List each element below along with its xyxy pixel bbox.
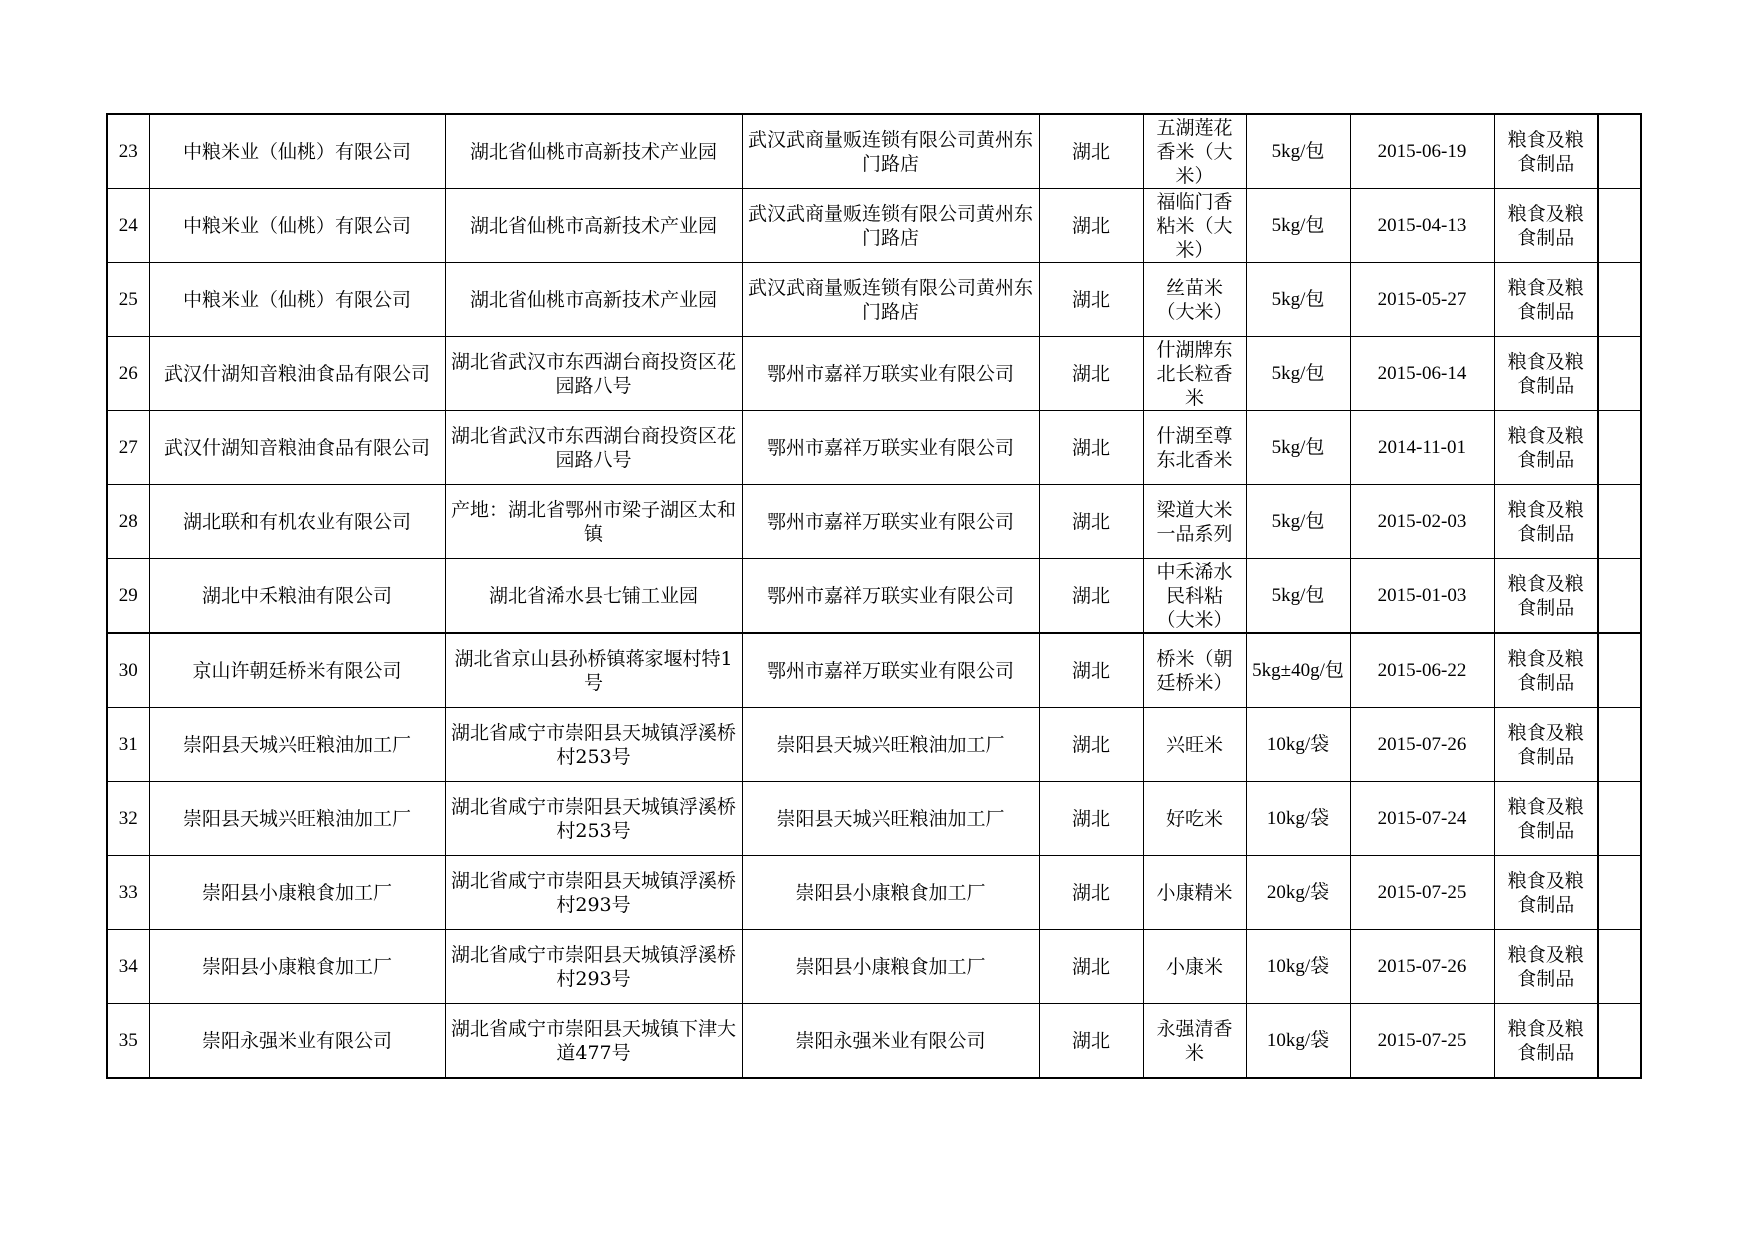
cell-province: 湖北 (1039, 930, 1143, 1004)
cell-production-date: 2014-11-01 (1350, 411, 1494, 485)
table-row (107, 856, 1641, 930)
cell-specification: 20kg/袋 (1246, 856, 1350, 930)
cell-producer: 湖北中禾粮油有限公司 (149, 559, 445, 634)
table-row (107, 559, 1641, 634)
cell-product-name: 梁道大米一品系列 (1143, 485, 1246, 559)
cell-production-date: 2015-07-25 (1350, 1004, 1494, 1079)
cell-food-category: 粮食及粮食制品 (1494, 337, 1598, 411)
cell-note (1598, 708, 1641, 782)
cell-production-date: 2015-07-26 (1350, 708, 1494, 782)
cell-producer-address: 湖北省咸宁市崇阳县天城镇浮溪桥村293号 (445, 856, 742, 930)
cell-producer: 崇阳县天城兴旺粮油加工厂 (149, 708, 445, 782)
cell-product-name: 兴旺米 (1143, 708, 1246, 782)
cell-province: 湖北 (1039, 337, 1143, 411)
cell-producer-address: 产地：湖北省鄂州市梁子湖区太和镇 (445, 485, 742, 559)
cell-specification: 5kg/包 (1246, 114, 1350, 189)
cell-specification: 10kg/袋 (1246, 1004, 1350, 1079)
cell-food-category: 粮食及粮食制品 (1494, 485, 1598, 559)
cell-producer: 武汉什湖知音粮油食品有限公司 (149, 411, 445, 485)
cell-row-number: 32 (107, 782, 149, 856)
cell-province: 湖北 (1039, 485, 1143, 559)
cell-specification: 5kg/包 (1246, 485, 1350, 559)
cell-province: 湖北 (1039, 114, 1143, 189)
cell-sampled-unit: 鄂州市嘉祥万联实业有限公司 (742, 485, 1039, 559)
cell-sampled-unit: 崇阳县小康粮食加工厂 (742, 930, 1039, 1004)
cell-producer-address: 湖北省武汉市东西湖台商投资区花园路八号 (445, 411, 742, 485)
cell-product-name: 桥米（朝廷桥米） (1143, 633, 1246, 708)
cell-food-category: 粮食及粮食制品 (1494, 114, 1598, 189)
cell-row-number: 28 (107, 485, 149, 559)
cell-product-name: 福临门香粘米（大米） (1143, 189, 1246, 263)
cell-food-category: 粮食及粮食制品 (1494, 411, 1598, 485)
cell-row-number: 25 (107, 263, 149, 337)
cell-province: 湖北 (1039, 263, 1143, 337)
cell-producer-address: 湖北省咸宁市崇阳县天城镇浮溪桥村293号 (445, 930, 742, 1004)
cell-note (1598, 485, 1641, 559)
cell-row-number: 26 (107, 337, 149, 411)
cell-sampled-unit: 鄂州市嘉祥万联实业有限公司 (742, 559, 1039, 634)
cell-province: 湖北 (1039, 633, 1143, 708)
cell-product-name: 什湖牌东北长粒香米 (1143, 337, 1246, 411)
cell-producer: 崇阳县小康粮食加工厂 (149, 856, 445, 930)
table-row (107, 485, 1641, 559)
cell-production-date: 2015-04-13 (1350, 189, 1494, 263)
cell-row-number: 35 (107, 1004, 149, 1079)
cell-product-name: 丝苗米（大米） (1143, 263, 1246, 337)
cell-specification: 10kg/袋 (1246, 708, 1350, 782)
cell-producer: 中粮米业（仙桃）有限公司 (149, 189, 445, 263)
cell-production-date: 2015-05-27 (1350, 263, 1494, 337)
cell-specification: 5kg/包 (1246, 263, 1350, 337)
cell-sampled-unit: 鄂州市嘉祥万联实业有限公司 (742, 411, 1039, 485)
cell-sampled-unit: 鄂州市嘉祥万联实业有限公司 (742, 633, 1039, 708)
table-row (107, 633, 1641, 708)
cell-producer-address: 湖北省京山县孙桥镇蒋家堰村特1号 (445, 633, 742, 708)
cell-food-category: 粮食及粮食制品 (1494, 559, 1598, 634)
cell-producer-address: 湖北省仙桃市高新技术产业园 (445, 114, 742, 189)
cell-note (1598, 337, 1641, 411)
table-row (107, 930, 1641, 1004)
table-row (107, 782, 1641, 856)
cell-note (1598, 856, 1641, 930)
cell-food-category: 粮食及粮食制品 (1494, 930, 1598, 1004)
table-row (107, 708, 1641, 782)
cell-producer-address: 湖北省仙桃市高新技术产业园 (445, 189, 742, 263)
cell-food-category: 粮食及粮食制品 (1494, 633, 1598, 708)
cell-specification: 5kg/包 (1246, 559, 1350, 634)
cell-food-category: 粮食及粮食制品 (1494, 189, 1598, 263)
cell-product-name: 五湖莲花香米（大米） (1143, 114, 1246, 189)
cell-producer-address: 湖北省浠水县七铺工业园 (445, 559, 742, 634)
cell-specification: 5kg±40g/包 (1246, 633, 1350, 708)
table-row (107, 1004, 1641, 1079)
cell-province: 湖北 (1039, 559, 1143, 634)
cell-producer: 中粮米业（仙桃）有限公司 (149, 263, 445, 337)
table-row (107, 411, 1641, 485)
cell-row-number: 30 (107, 633, 149, 708)
cell-province: 湖北 (1039, 782, 1143, 856)
cell-province: 湖北 (1039, 411, 1143, 485)
cell-note (1598, 782, 1641, 856)
cell-food-category: 粮食及粮食制品 (1494, 856, 1598, 930)
cell-producer-address: 湖北省咸宁市崇阳县天城镇浮溪桥村253号 (445, 782, 742, 856)
cell-food-category: 粮食及粮食制品 (1494, 782, 1598, 856)
cell-producer: 武汉什湖知音粮油食品有限公司 (149, 337, 445, 411)
cell-production-date: 2015-07-25 (1350, 856, 1494, 930)
cell-sampled-unit: 崇阳县天城兴旺粮油加工厂 (742, 782, 1039, 856)
cell-sampled-unit: 崇阳县天城兴旺粮油加工厂 (742, 708, 1039, 782)
cell-specification: 5kg/包 (1246, 189, 1350, 263)
cell-specification: 10kg/袋 (1246, 930, 1350, 1004)
table-row (107, 114, 1641, 189)
cell-province: 湖北 (1039, 708, 1143, 782)
results-table (106, 113, 1642, 1079)
cell-producer: 京山许朝廷桥米有限公司 (149, 633, 445, 708)
cell-sampled-unit: 崇阳县小康粮食加工厂 (742, 856, 1039, 930)
cell-food-category: 粮食及粮食制品 (1494, 1004, 1598, 1079)
cell-production-date: 2015-06-22 (1350, 633, 1494, 708)
cell-note (1598, 633, 1641, 708)
cell-note (1598, 1004, 1641, 1079)
cell-producer: 中粮米业（仙桃）有限公司 (149, 114, 445, 189)
cell-production-date: 2015-06-14 (1350, 337, 1494, 411)
cell-production-date: 2015-02-03 (1350, 485, 1494, 559)
cell-product-name: 小康米 (1143, 930, 1246, 1004)
cell-sampled-unit: 武汉武商量贩连锁有限公司黄州东门路店 (742, 189, 1039, 263)
cell-producer-address: 湖北省仙桃市高新技术产业园 (445, 263, 742, 337)
cell-province: 湖北 (1039, 856, 1143, 930)
cell-product-name: 中禾浠水民科粘（大米） (1143, 559, 1246, 634)
cell-note (1598, 189, 1641, 263)
cell-producer: 崇阳县小康粮食加工厂 (149, 930, 445, 1004)
cell-production-date: 2015-07-26 (1350, 930, 1494, 1004)
cell-row-number: 33 (107, 856, 149, 930)
cell-producer-address: 湖北省咸宁市崇阳县天城镇下津大道477号 (445, 1004, 742, 1079)
cell-specification: 5kg/包 (1246, 337, 1350, 411)
cell-producer: 湖北联和有机农业有限公司 (149, 485, 445, 559)
cell-producer-address: 湖北省武汉市东西湖台商投资区花园路八号 (445, 337, 742, 411)
cell-sampled-unit: 武汉武商量贩连锁有限公司黄州东门路店 (742, 114, 1039, 189)
cell-production-date: 2015-07-24 (1350, 782, 1494, 856)
cell-producer: 崇阳永强米业有限公司 (149, 1004, 445, 1079)
cell-product-name: 小康精米 (1143, 856, 1246, 930)
cell-province: 湖北 (1039, 1004, 1143, 1079)
cell-sampled-unit: 武汉武商量贩连锁有限公司黄州东门路店 (742, 263, 1039, 337)
cell-specification: 5kg/包 (1246, 411, 1350, 485)
cell-note (1598, 559, 1641, 634)
cell-specification: 10kg/袋 (1246, 782, 1350, 856)
cell-province: 湖北 (1039, 189, 1143, 263)
cell-producer-address: 湖北省咸宁市崇阳县天城镇浮溪桥村253号 (445, 708, 742, 782)
cell-sampled-unit: 鄂州市嘉祥万联实业有限公司 (742, 337, 1039, 411)
table-row (107, 263, 1641, 337)
cell-food-category: 粮食及粮食制品 (1494, 708, 1598, 782)
cell-note (1598, 411, 1641, 485)
cell-product-name: 好吃米 (1143, 782, 1246, 856)
table-row (107, 337, 1641, 411)
cell-note (1598, 114, 1641, 189)
cell-note (1598, 263, 1641, 337)
cell-row-number: 29 (107, 559, 149, 634)
cell-row-number: 27 (107, 411, 149, 485)
cell-product-name: 永强清香米 (1143, 1004, 1246, 1079)
cell-sampled-unit: 崇阳永强米业有限公司 (742, 1004, 1039, 1079)
cell-row-number: 24 (107, 189, 149, 263)
table-body (107, 114, 1641, 1078)
cell-production-date: 2015-01-03 (1350, 559, 1494, 634)
cell-row-number: 23 (107, 114, 149, 189)
cell-food-category: 粮食及粮食制品 (1494, 263, 1598, 337)
cell-producer: 崇阳县天城兴旺粮油加工厂 (149, 782, 445, 856)
cell-row-number: 34 (107, 930, 149, 1004)
cell-product-name: 什湖至尊东北香米 (1143, 411, 1246, 485)
cell-note (1598, 930, 1641, 1004)
cell-production-date: 2015-06-19 (1350, 114, 1494, 189)
cell-row-number: 31 (107, 708, 149, 782)
table-row (107, 189, 1641, 263)
